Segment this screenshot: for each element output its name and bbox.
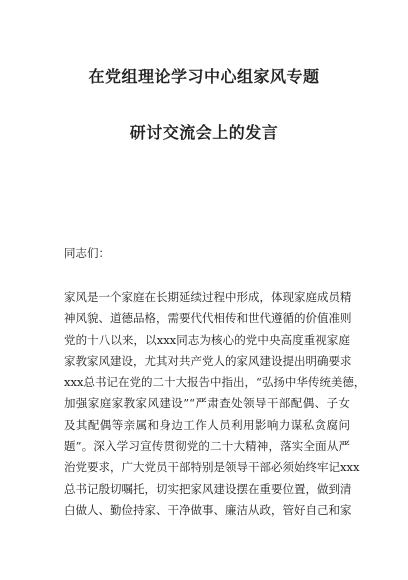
body-line-8: 题”。深入学习宣传贯彻党的二十大精神，落实全面从严 — [64, 439, 350, 454]
document-title-line-2: 研讨交流会上的发言 — [129, 123, 279, 142]
body-line-1: 家风是一个家庭在长期延续过程中形成，体现家庭成员精 — [64, 290, 352, 304]
body-line-9: 治党要求，广大党员干部特别是领导干部必须始终牢记xxx — [64, 460, 360, 475]
body-line-3: 党的十八以来，以xxx同志为核心的党中央高度重视家庭 — [64, 332, 350, 347]
body-line-2: 神风貌、道德品格，需要代代相传和世代遵循的价值准则 — [64, 311, 352, 326]
body-line-11: 白做人、勤俭持家、干净做事、廉洁从政，管好自己和家 — [64, 502, 352, 517]
body-paragraph — [64, 287, 366, 521]
body-line-6: 加强家庭家教家风建设”“严肃查处领导干部配偶、子女 — [64, 396, 350, 411]
body-line-5: xxx总书记在党的二十大报告中指出，“弘扬中华传统美德， — [64, 375, 366, 390]
document-title-line-1: 在党组理论学习中心组家风专题 — [88, 67, 320, 86]
body-line-7: 及其配偶等亲属和身边工作人员利用影响力谋私贪腐问 — [64, 417, 350, 432]
body-line-10: 总书记殷切嘱托，切实把家风建设摆在重要位置，做到清 — [64, 481, 352, 496]
salutation: 同志们： — [64, 246, 110, 260]
body-line-4: 家教家风建设，尤其对共产党人的家风建设提出明确要求 — [64, 353, 352, 368]
